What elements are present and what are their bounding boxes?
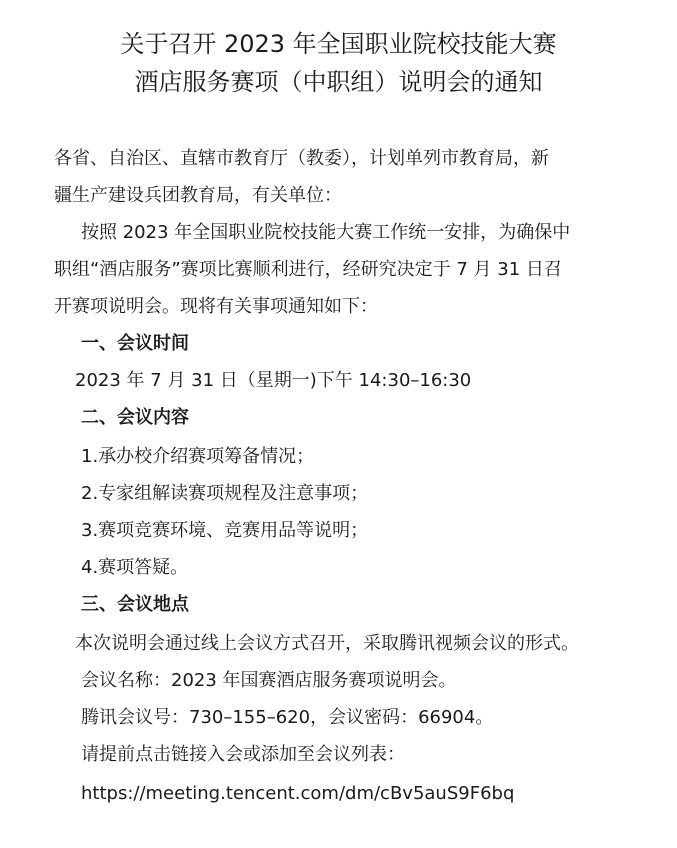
meeting-name: 会议名称：2023 年国赛酒店服务赛项说明会。 <box>81 670 457 691</box>
title-line-1: 关于召开 2023 年全国职业院校技能大赛 <box>120 30 557 58</box>
title-line-2: 酒店服务赛项（中职组）说明会的通知 <box>134 68 543 96</box>
section-heading-meeting-content: 二、会议内容 <box>81 407 189 428</box>
addressee-line-1: 各省、自治区、直辖市教育厅（教委），计划单列市教育局，新 <box>54 148 549 169</box>
content-item-1: 1.承办校介绍赛项筹备情况； <box>81 446 315 467</box>
meeting-link: https://meeting.tencent.com/dm/cBv5auS9F6bq <box>81 783 515 804</box>
join-instruction: 请提前点击链接入会或添加至会议列表： <box>81 744 405 765</box>
intro-line-2: 职组“酒店服务”赛项比赛顺利进行，经研究决定于 7 月 31 日召 <box>54 259 562 280</box>
content-item-4: 4.赛项答疑。 <box>81 557 189 578</box>
intro-line-1: 按照 2023 年全国职业院校技能大赛工作统一安排，为确保中 <box>81 222 571 243</box>
content-item-2: 2.专家组解读赛项规程及注意事项； <box>81 483 369 504</box>
meeting-location-text: 本次说明会通过线上会议方式召开，采取腾讯视频会议的形式。 <box>75 633 579 654</box>
addressee-line-2: 疆生产建设兵团教育局，有关单位： <box>54 185 342 206</box>
meeting-time-text: 2023 年 7 月 31 日（星期一)下午 14:30–16:30 <box>75 370 472 391</box>
intro-line-3: 开赛项说明会。现将有关事项通知如下： <box>54 296 378 317</box>
content-item-3: 3.赛项竞赛环境、竞赛用品等说明； <box>81 520 369 541</box>
section-heading-meeting-time: 一、会议时间 <box>81 333 189 354</box>
section-heading-meeting-location: 三、会议地点 <box>81 594 189 615</box>
meeting-id: 腾讯会议号：730–155–620，会议密码：66904。 <box>81 707 494 728</box>
